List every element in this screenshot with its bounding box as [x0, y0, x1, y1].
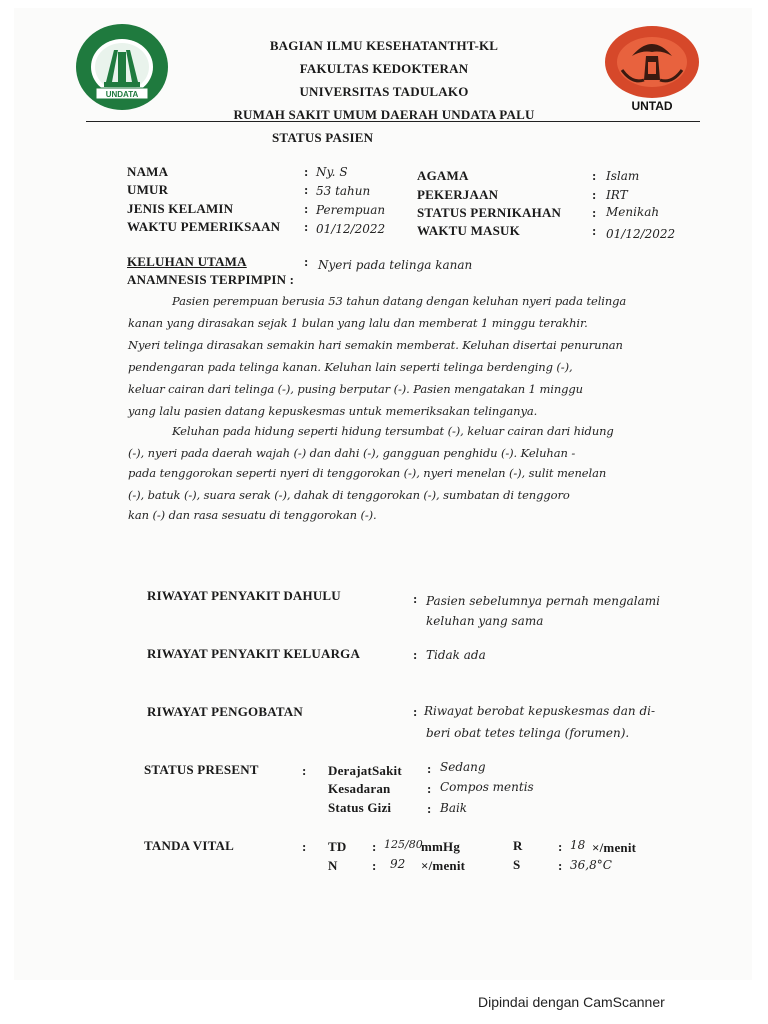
s-value: 36,8°C	[570, 858, 612, 872]
kesadaran-label: Kesadaran	[328, 781, 391, 796]
status-gizi-value: Baik	[440, 801, 468, 815]
anamnesis-line: (-), nyeri pada daerah wajah (-) dan dahi (-), gangguan penghidu (-). Keluhan -	[128, 446, 576, 460]
anamnesis-line: keluar cairan dari telinga (-), pusing berputar (-). Pasien mengatakan 1 minggu	[128, 382, 583, 396]
pekerjaan-value: IRT	[606, 188, 628, 202]
jenis-kelamin-value: Perempuan	[316, 203, 386, 217]
riwayat-pengobatan-line-1: Riwayat berobat kepuskesmas dan di-	[424, 704, 656, 718]
header-line-3: UNIVERSITAS TADULAKO	[299, 84, 469, 99]
colon: :	[592, 168, 597, 183]
colon: :	[592, 187, 597, 202]
r-unit: ×/menit	[592, 840, 637, 855]
waktu-masuk-value: 01/12/2022	[606, 227, 676, 241]
header-line-2: FAKULTAS KEDOKTERAN	[299, 61, 469, 76]
keluhan-utama-value: Nyeri pada telinga kanan	[318, 258, 473, 272]
r-value: 18	[570, 838, 586, 852]
anamnesis-line: Pasien perempuan berusia 53 tahun datang dengan keluhan nyeri pada telinga	[172, 294, 627, 308]
page-title: STATUS PASIEN	[272, 130, 374, 145]
waktu-pemeriksaan-label: WAKTU PEMERIKSAAN	[127, 219, 281, 234]
n-value: 92	[390, 857, 406, 871]
nama-label: NAMA	[127, 164, 169, 179]
status-pernikahan-value: Menikah	[606, 205, 660, 219]
colon: :	[413, 647, 418, 662]
colon: :	[372, 858, 377, 873]
untad-label: UNTAD	[631, 99, 673, 113]
header-line-1: BAGIAN ILMU KESEHATANTHT-KL	[269, 38, 499, 53]
riwayat-dahulu-label: RIWAYAT PENYAKIT DAHULU	[147, 588, 341, 603]
colon: :	[302, 763, 307, 778]
colon: :	[413, 591, 418, 606]
tanda-vital-label: TANDA VITAL	[144, 838, 234, 853]
anamnesis-line: Keluhan pada hidung seperti hidung tersumbat (-), keluar cairan dari hidung	[172, 424, 614, 438]
n-unit: ×/menit	[421, 858, 466, 873]
riwayat-keluarga-value: Tidak ada	[426, 648, 486, 662]
td-unit: mmHg	[421, 839, 461, 854]
anamnesis-line: yang lalu pasien datang kepuskesmas untuk memeriksakan telinganya.	[128, 404, 538, 418]
colon: :	[427, 781, 432, 796]
anamnesis-line: kan (-) dan rasa sesuatu di tenggorokan (-).	[128, 508, 377, 522]
anamnesis-label: ANAMNESIS TERPIMPIN :	[127, 272, 295, 287]
colon: :	[592, 223, 597, 238]
logo-undata-text: UNDATA	[105, 90, 139, 99]
nama-value: Ny. S	[316, 165, 348, 179]
colon: :	[427, 801, 432, 816]
colon: :	[304, 164, 309, 179]
colon: :	[304, 254, 309, 269]
riwayat-dahulu-line-1: Pasien sebelumnya pernah mengalami	[426, 594, 660, 608]
colon: :	[592, 205, 597, 220]
waktu-masuk-label: WAKTU MASUK	[417, 223, 520, 238]
umur-label: UMUR	[127, 182, 169, 197]
td-value: 125/80	[384, 838, 423, 851]
td-label: TD	[328, 839, 347, 854]
derajat-sakit-value: Sedang	[440, 760, 486, 774]
header-line-4: RUMAH SAKIT UMUM DAERAH UNDATA PALU	[233, 107, 535, 122]
agama-label: AGAMA	[417, 168, 469, 183]
umur-value: 53 tahun	[316, 184, 371, 198]
riwayat-keluarga-label: RIWAYAT PENYAKIT KELUARGA	[147, 646, 361, 661]
status-pernikahan-label: STATUS PERNIKAHAN	[417, 205, 562, 220]
colon: :	[304, 201, 309, 216]
anamnesis-line: kanan yang dirasakan sejak 1 bulan yang lalu dan memberat 1 minggu terakhir.	[128, 316, 588, 330]
kesadaran-value: Compos mentis	[440, 780, 534, 794]
keluhan-utama-label: KELUHAN UTAMA	[127, 254, 247, 269]
colon: :	[372, 839, 377, 854]
colon: :	[558, 858, 563, 873]
pekerjaan-label: PEKERJAAN	[417, 187, 499, 202]
header-rule	[86, 121, 700, 122]
colon: :	[304, 219, 309, 234]
derajat-sakit-label: DerajatSakit	[328, 763, 402, 778]
s-label: S	[513, 857, 521, 872]
camscanner-watermark: Dipindai dengan CamScanner	[478, 994, 665, 1010]
jenis-kelamin-label: JENIS KELAMIN	[127, 201, 234, 216]
status-present-label: STATUS PRESENT	[144, 762, 259, 777]
colon: :	[413, 704, 418, 719]
riwayat-pengobatan-line-2: beri obat tetes telinga (forumen).	[426, 726, 630, 740]
anamnesis-line: (-), batuk (-), suara serak (-), dahak di tenggorokan (-), sumbatan di tenggoro	[128, 488, 570, 502]
n-label: N	[328, 858, 338, 873]
anamnesis-line: Nyeri telinga dirasakan semakin hari semakin memberat. Keluhan disertai penurunan	[128, 338, 623, 352]
colon: :	[304, 182, 309, 197]
colon: :	[427, 761, 432, 776]
colon: :	[302, 839, 307, 854]
riwayat-pengobatan-label: RIWAYAT PENGOBATAN	[147, 704, 303, 719]
anamnesis-line: pendengaran pada telinga kanan. Keluhan lain seperti telinga berdenging (-),	[128, 360, 573, 374]
colon: :	[558, 839, 563, 854]
riwayat-dahulu-line-2: keluhan yang sama	[426, 614, 544, 628]
waktu-pemeriksaan-value: 01/12/2022	[316, 222, 386, 236]
r-label: R	[513, 838, 523, 853]
anamnesis-line: pada tenggorokan seperti nyeri di tenggorokan (-), nyeri menelan (-), sulit menelan	[128, 466, 607, 480]
status-gizi-label: Status Gizi	[328, 800, 392, 815]
agama-value: Islam	[606, 169, 640, 183]
